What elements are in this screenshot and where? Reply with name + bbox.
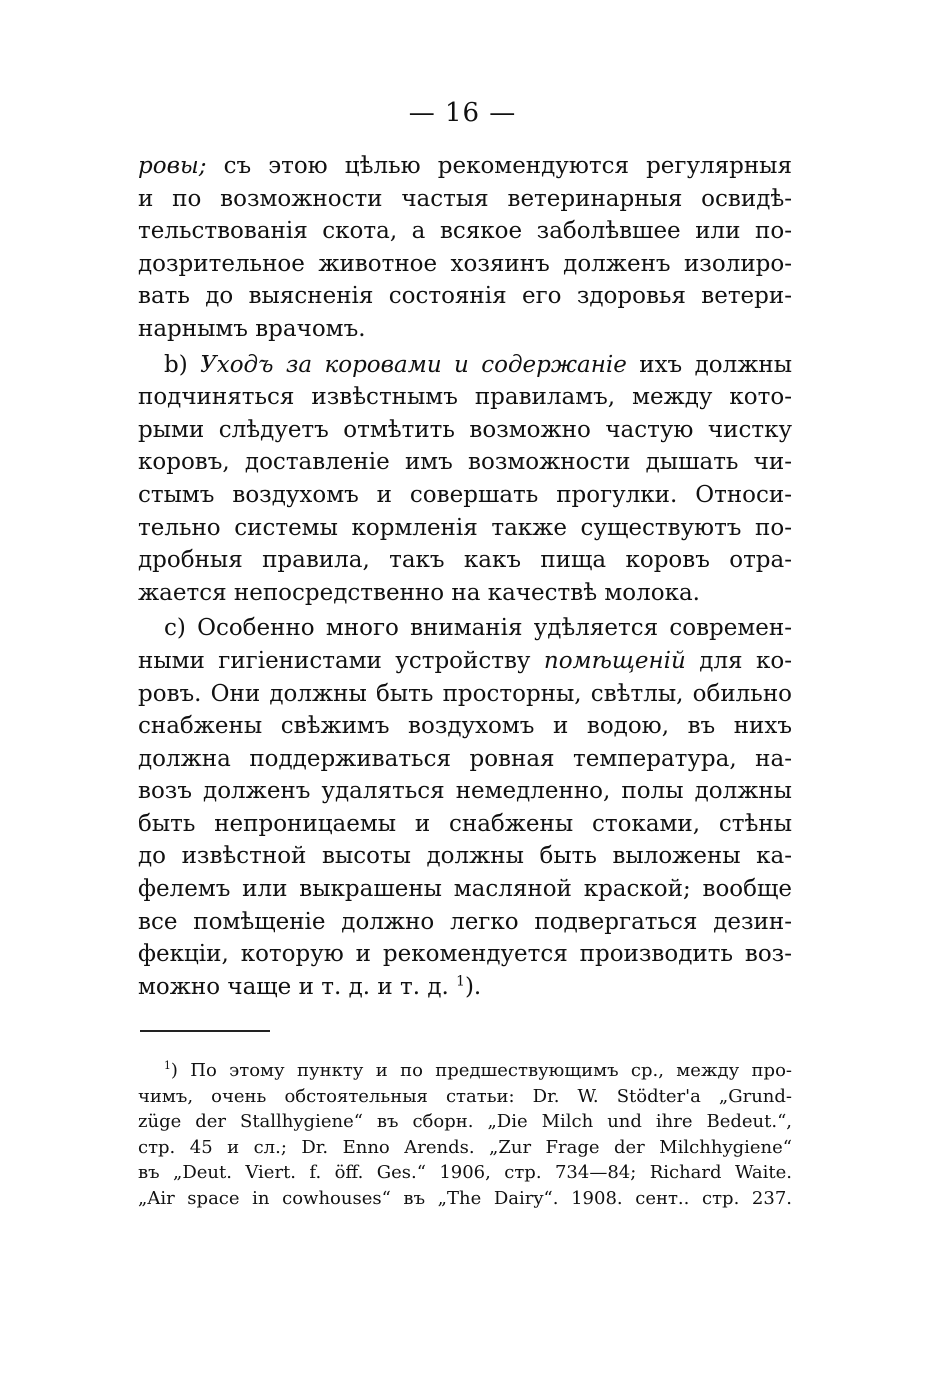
text-line: [138, 645, 792, 678]
text-fragment: для ко-: [685, 647, 792, 674]
paragraph-cow-housing: [138, 612, 792, 1003]
text-fragment: съ этою цѣлью рекомендуются регулярныя: [206, 153, 792, 179]
footnote-line: [138, 1058, 792, 1084]
text-line: фелемъ или выкрашены масляной краской; вообще: [138, 876, 792, 903]
text-line: стымъ воздухомъ и совершать прогулки. Относи-: [138, 481, 792, 508]
footnote: [138, 1058, 792, 1211]
text-line: c) Особенно много вниманія удѣляется современ-: [164, 615, 792, 642]
text-fragment: ными гигіенистами устройству: [138, 647, 544, 674]
text-line: возъ долженъ удаляться немедленно, полы должны: [138, 778, 792, 805]
italic-fragment: ровы;: [138, 153, 207, 179]
footnote-line: стр. 45 и сл.; Dr. Enno Arends. „Zur Frage der Milchhygiene“: [138, 1136, 792, 1158]
text-line: подчиняться извѣстнымъ правиламъ, между кото-: [138, 384, 792, 411]
main-text: [138, 150, 792, 1003]
page-number: — 16 —: [408, 98, 517, 128]
text-line: до извѣстной высоты должны быть выложены ка-: [138, 843, 792, 870]
text-fragment: ) По этому пункту и по предшествующимъ ср., между про-: [170, 1060, 792, 1081]
footnote-line: въ „Deut. Viert. f. öff. Ges.“ 1906, стр. 734—84; Richard Waite.: [138, 1162, 792, 1183]
text-line: [138, 349, 792, 382]
footnote-divider: [140, 1030, 270, 1032]
text-line: ровъ. Они должны быть просторны, свѣтлы, обильно: [138, 680, 792, 707]
paragraph-cows-health: [138, 150, 792, 346]
italic-fragment: помѣщеній: [543, 647, 686, 674]
list-marker: b): [164, 351, 188, 378]
text-line: быть непроницаемы и снабжены стоками, стѣны: [138, 810, 792, 837]
text-line: вать до выясненія состоянія его здоровья ветери-: [138, 283, 792, 310]
text-line: снабжены свѣжимъ воздухомъ и водою, въ нихъ: [138, 713, 792, 740]
text-line: [138, 971, 792, 1004]
text-line: тельно системы кормленія также существуютъ по-: [138, 514, 792, 541]
text-line: тельствованія скота, а всякое заболѣвшее или по-: [138, 218, 792, 245]
text-line: должна поддерживаться ровная температура, на-: [138, 745, 792, 772]
text-fragment: можно чаще и т. д. и т. д.: [138, 973, 457, 1000]
footnote-marker: 1: [164, 1059, 171, 1072]
text-line: коровъ, доставленіе имъ возможности дышать чи-: [138, 449, 792, 476]
text-line: все помѣщеніе должно легко подвергаться дезин-: [138, 908, 792, 935]
text-line: дробныя правила, такъ какъ пища коровъ отра-: [138, 547, 792, 574]
paragraph-cow-care: [138, 349, 792, 610]
text-fragment: ).: [464, 973, 482, 1000]
footnote-line: „Air space in cowhouses“ въ „The Dairy“. 1908. сент.. стр. 237.: [138, 1187, 792, 1209]
footnote-reference: 1: [456, 973, 465, 990]
italic-fragment: Уходъ за коровами и содержаніе: [200, 351, 627, 378]
text-line: [138, 150, 792, 183]
footnote-line: züge der Stallhygiene“ въ сборн. „Die Milch und ihre Bedeut.“,: [138, 1111, 792, 1132]
footnote-line: чимъ, очень обстоятельныя статьи: Dr. W. Stödter'a „Grund-: [138, 1085, 792, 1107]
text-line: и по возможности частыя ветеринарныя освидѣ-: [138, 185, 792, 212]
text-line: нарнымъ врачомъ.: [138, 315, 366, 342]
text-fragment: ихъ должны: [626, 351, 792, 378]
text-line: жается непосредственно на качествѣ молока.: [138, 579, 700, 606]
text-line: фекціи, которую и рекомендуется производить воз-: [138, 941, 792, 968]
text-line: рыми слѣдуетъ отмѣтить возможно частую чистку: [138, 416, 792, 443]
text-line: дозрительное животное хозяинъ долженъ изолиро-: [138, 250, 792, 277]
